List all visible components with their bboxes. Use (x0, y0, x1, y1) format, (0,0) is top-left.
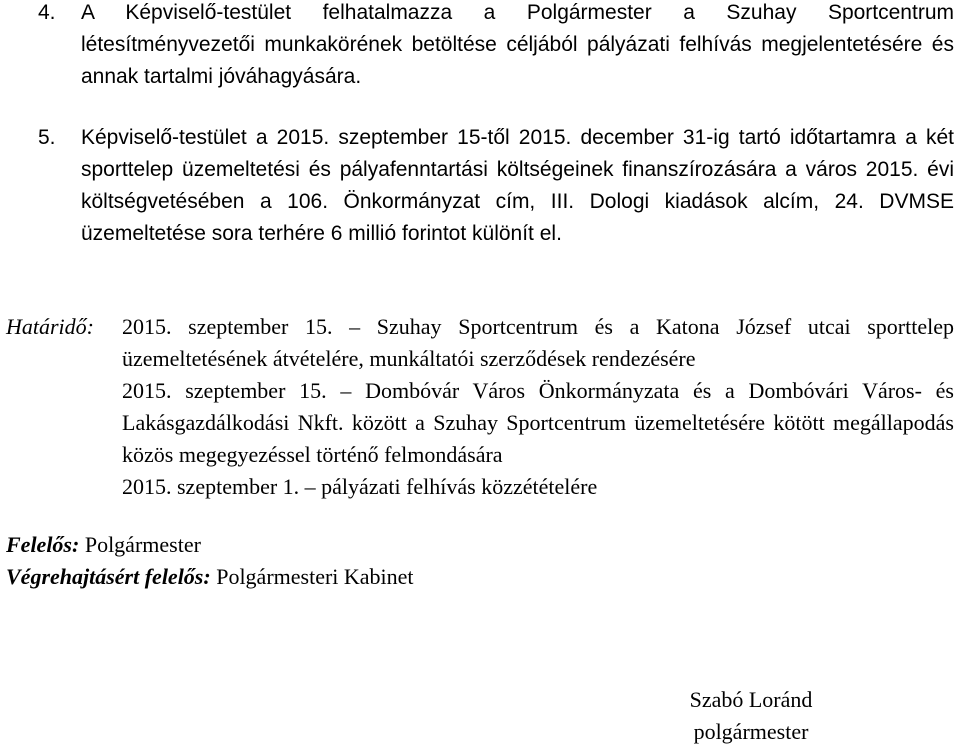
signatory-name: Szabó Loránd (689, 687, 813, 712)
resolution-item-4 (0, 0, 954, 93)
deadline-entry: 2015. szeptember 1. – pályázati felhívás közzétételére (122, 474, 598, 499)
responsible-label: Felelős: (6, 532, 80, 557)
item-number: 4. (38, 1, 56, 24)
deadline-section (6, 311, 954, 503)
deadline-entry: 2015. szeptember 15. – Dombóvár Város Önkormányzata és a Dombóvári Város- és Lakásgazdálkodási Nkft. között a Szuhay Sportcentrum üzemeltetésére kötött megállapodás közös megegyezéssel történő felmondására (122, 378, 954, 467)
item-text: Képviselő-testület a 2015. szeptember 15-től 2015. december 31-ig tartó időtartamra a két sporttelep üzemeltetési és pályafenntartási költségeinek finanszírozására a város 2015. évi költségvetésében a 106. Önkormányzat cím, III. Dologi kiadások alcím, 24. DVMSE üzemeltetése sora terhére 6 millió forintot különít el. (81, 126, 954, 245)
item-text: A Képviselő-testület felhatalmazza a Polgármester a Szuhay Sportcentrum létesítményvezetői munkakörének betöltése céljából pályázati felhívás megjelentetésére és annak tartalmi jóváhagyására. (81, 1, 954, 88)
deadline-entry (6, 311, 954, 375)
executor-value: Polgármesteri Kabinet (216, 564, 414, 589)
deadline-entry-text: 2015. szeptember 15. – Szuhay Sportcentrum és a Katona József utcai sporttelep üzemeltetésének átvételére, munkáltatói szerződések rendezésére (122, 314, 954, 371)
executor-line (6, 561, 414, 593)
item-number: 5. (38, 126, 56, 149)
deadline-label: Határidő: (6, 314, 94, 339)
responsible-value: Polgármester (84, 532, 201, 557)
signatory-title: polgármester (693, 719, 809, 744)
executor-label: Végrehajtásért felelős: (6, 564, 211, 589)
responsible-line (6, 529, 201, 561)
resolution-item-5 (0, 122, 954, 250)
